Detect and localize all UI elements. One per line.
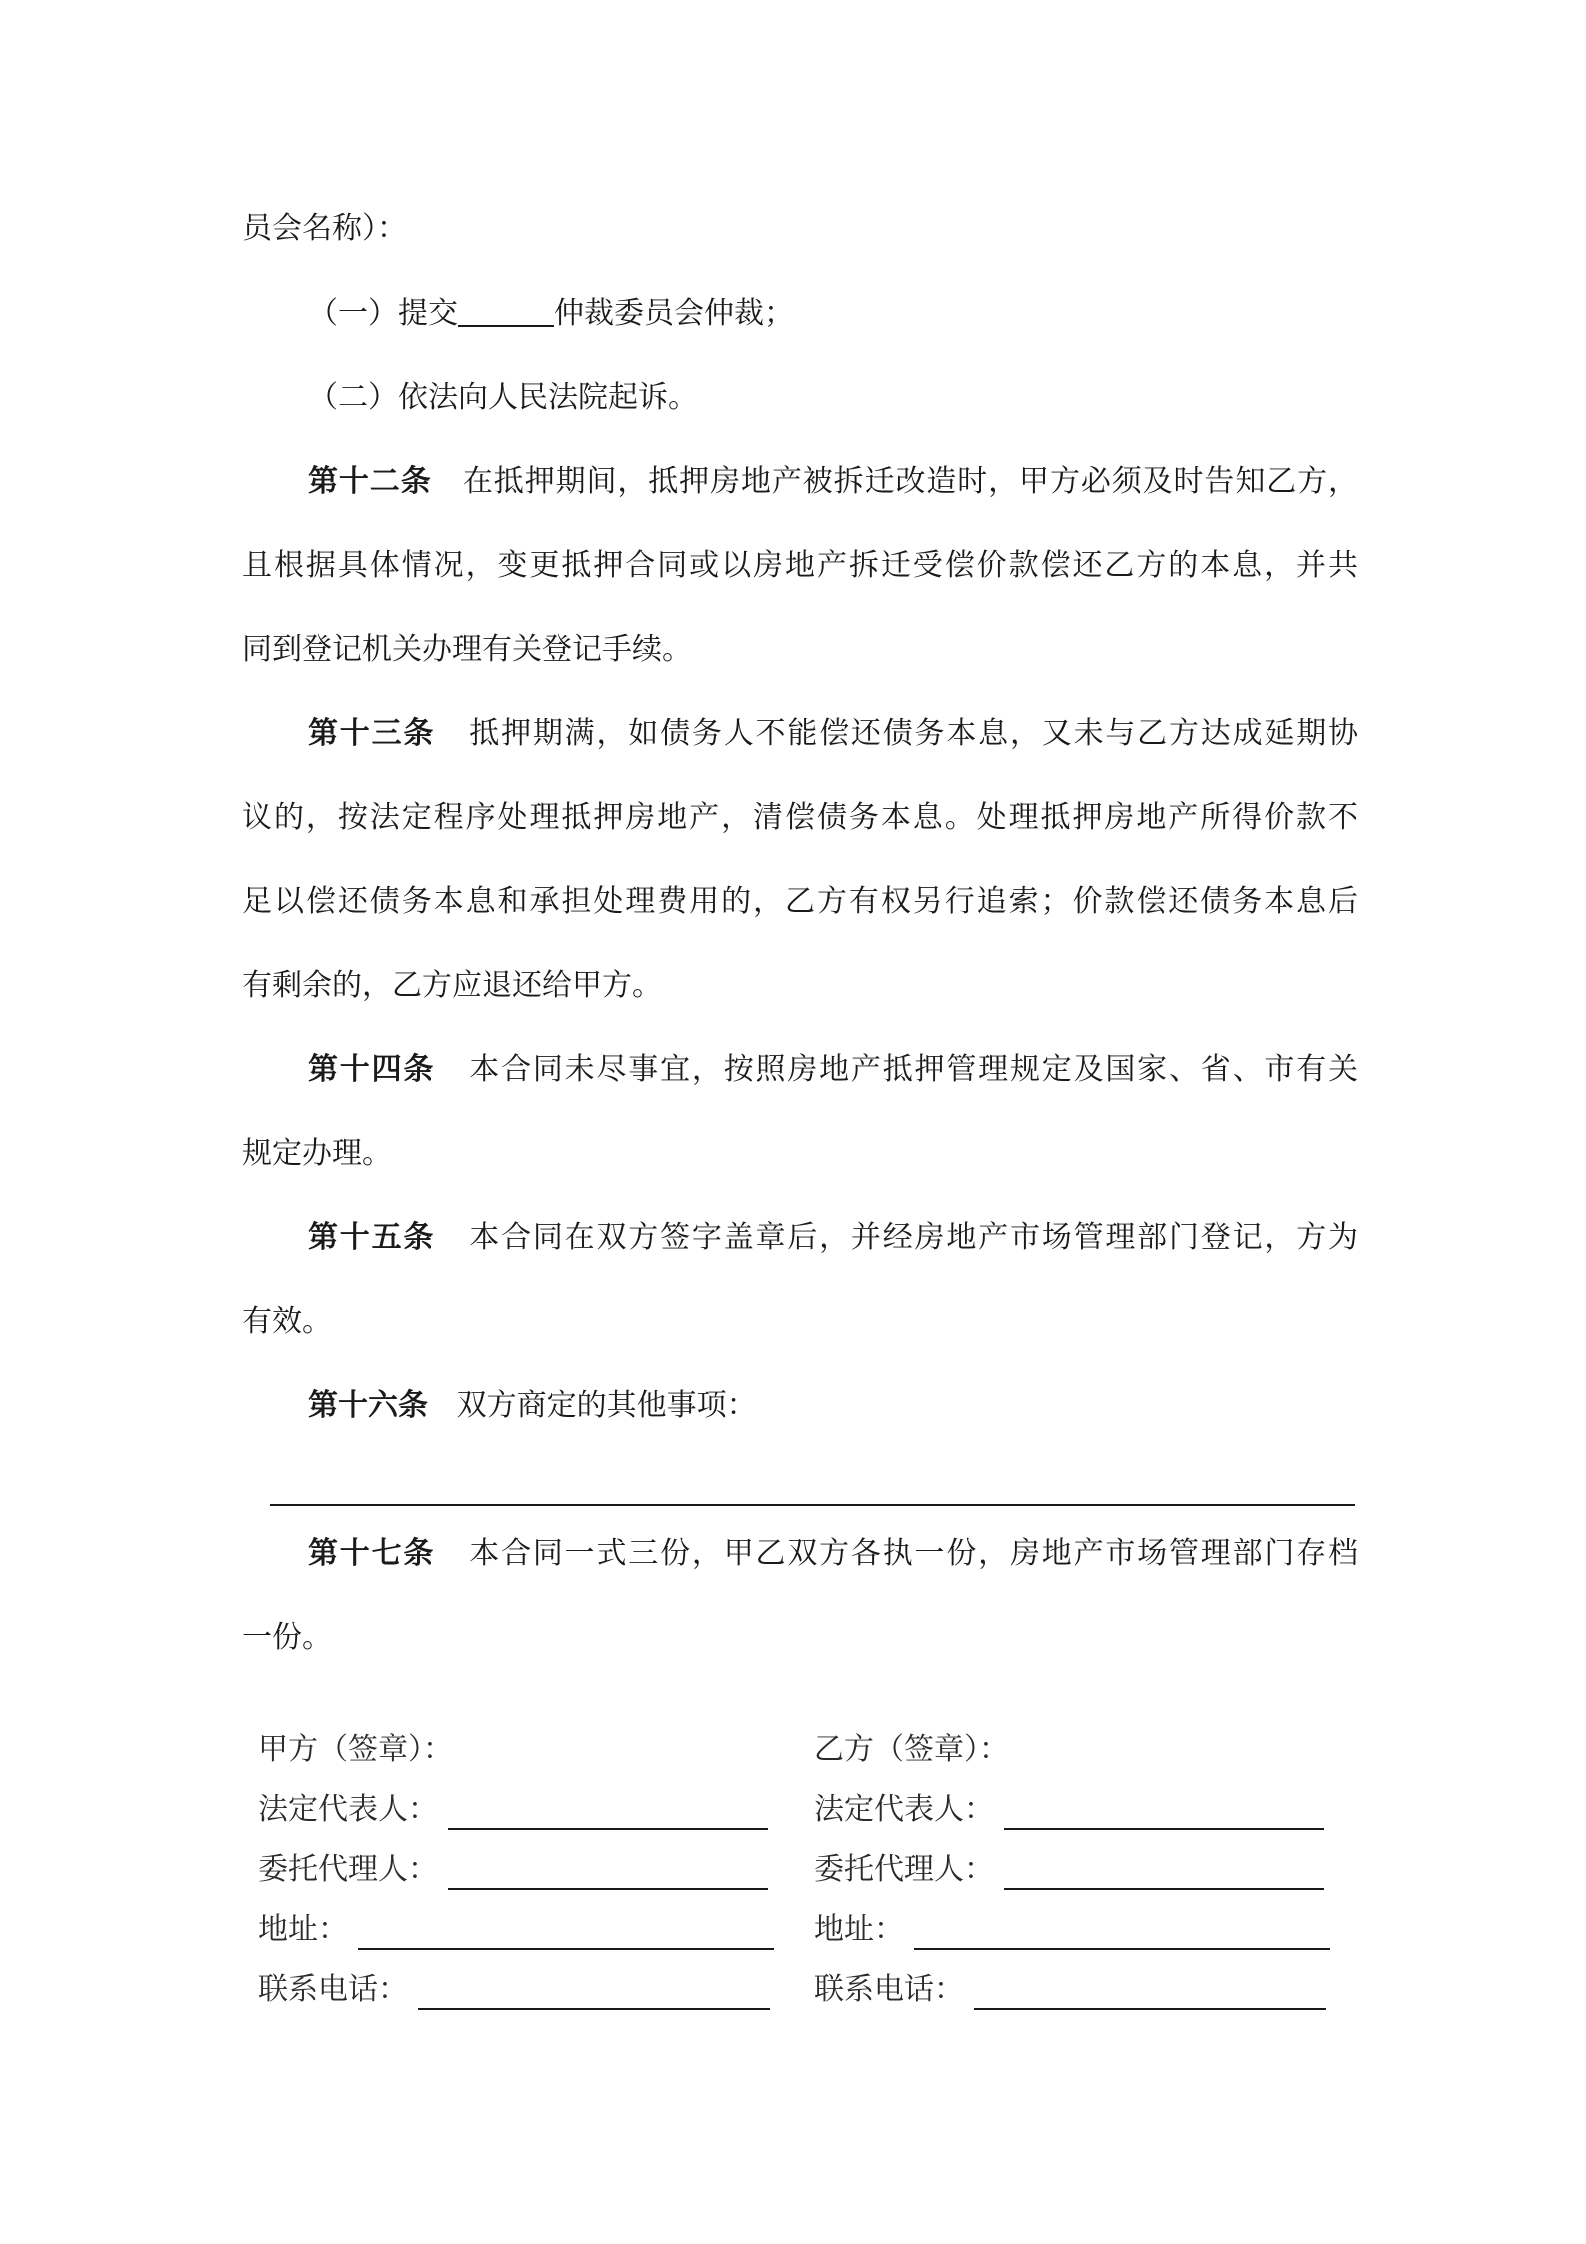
party-b-phone-label: 联系电话： (814, 1972, 964, 2007)
article-14-text: 本合同未尽事宜，按照房地产抵押管理规定及国家、省、市有关 (469, 1052, 1359, 1087)
text-line: 规定办理。 (242, 1136, 392, 1171)
arbitration-option-1 (308, 294, 1358, 334)
party-b-agent-label: 委托代理人： (814, 1852, 994, 1887)
article-14-heading: 第十四条 (308, 1052, 436, 1087)
article-12-heading: 第十二条 (308, 464, 432, 499)
text-line: 有剩余的，乙方应退还给甲方。 (242, 968, 662, 1003)
article-15-heading: 第十五条 (308, 1220, 436, 1255)
party-a-phone-label: 联系电话： (258, 1972, 408, 2007)
article-13-heading: 第十三条 (308, 716, 436, 751)
article-16-heading: 第十六条 (308, 1388, 428, 1423)
party-b-address-label: 地址： (814, 1912, 904, 1947)
article-13-text: 抵押期满，如债务人不能偿还债务本息，又未与乙方达成延期协 (469, 716, 1359, 751)
article-16-text: 双方商定的其他事项： (456, 1388, 757, 1423)
party-a-address-label: 地址： (258, 1912, 348, 1947)
article-12-text: 在抵押期间，抵押房地产被拆迁改造时，甲方必须及时告知乙方， (462, 464, 1359, 499)
party-a-representative-field[interactable] (448, 1796, 768, 1830)
party-b-title: 乙方（签章）： (814, 1732, 1009, 1767)
party-a-representative-label: 法定代表人： (258, 1792, 438, 1827)
article-15-first-line (308, 1218, 1358, 1258)
article-14-first-line (308, 1050, 1358, 1090)
party-a-phone-field[interactable] (418, 1976, 770, 2010)
option-1-prefix: （一）提交 (308, 296, 458, 331)
text-line: 一份。 (242, 1620, 332, 1655)
text-line: 且根据具体情况，变更抵押合同或以房地产拆迁受偿价款偿还乙方的本息，并共 (242, 548, 1358, 583)
text-line: 有效。 (242, 1304, 332, 1339)
article-17-heading: 第十七条 (308, 1536, 436, 1571)
text-line: 议的，按法定程序处理抵押房地产，清偿债务本息。处理抵押房地产所得价款不 (242, 800, 1358, 835)
party-b-representative-label: 法定代表人： (814, 1792, 994, 1827)
party-a-title: 甲方（签章）： (258, 1732, 453, 1767)
article-15-text: 本合同在双方签字盖章后，并经房地产市场管理部门登记，方为 (469, 1220, 1359, 1255)
party-a-agent-field[interactable] (448, 1856, 768, 1890)
article-13-first-line (308, 714, 1358, 754)
text-line: 足以偿还债务本息和承担处理费用的，乙方有权另行追索；价款偿还债务本息后 (242, 884, 1358, 919)
text-line: 同到登记机关办理有关登记手续。 (242, 632, 692, 667)
party-a-address-field[interactable] (358, 1916, 774, 1950)
article-17-text: 本合同一式三份，甲乙双方各执一份，房地产市场管理部门存档 (469, 1536, 1359, 1571)
party-b-agent-field[interactable] (1004, 1856, 1324, 1890)
party-a-agent-label: 委托代理人： (258, 1852, 438, 1887)
article-16-line (308, 1386, 1358, 1426)
article-12-first-line (308, 462, 1358, 502)
party-b-phone-field[interactable] (974, 1976, 1326, 2010)
article-17-first-line (308, 1534, 1358, 1574)
party-b-address-field[interactable] (914, 1916, 1330, 1950)
party-b-representative-field[interactable] (1004, 1796, 1324, 1830)
option-1-suffix: 仲裁委员会仲裁； (554, 296, 794, 331)
arbitration-option-2: （二）依法向人民法院起诉。 (308, 380, 698, 415)
arbitration-committee-blank[interactable] (458, 295, 554, 327)
other-matters-blank-line[interactable] (270, 1504, 1355, 1506)
text-line: 员会名称）： (242, 211, 407, 246)
